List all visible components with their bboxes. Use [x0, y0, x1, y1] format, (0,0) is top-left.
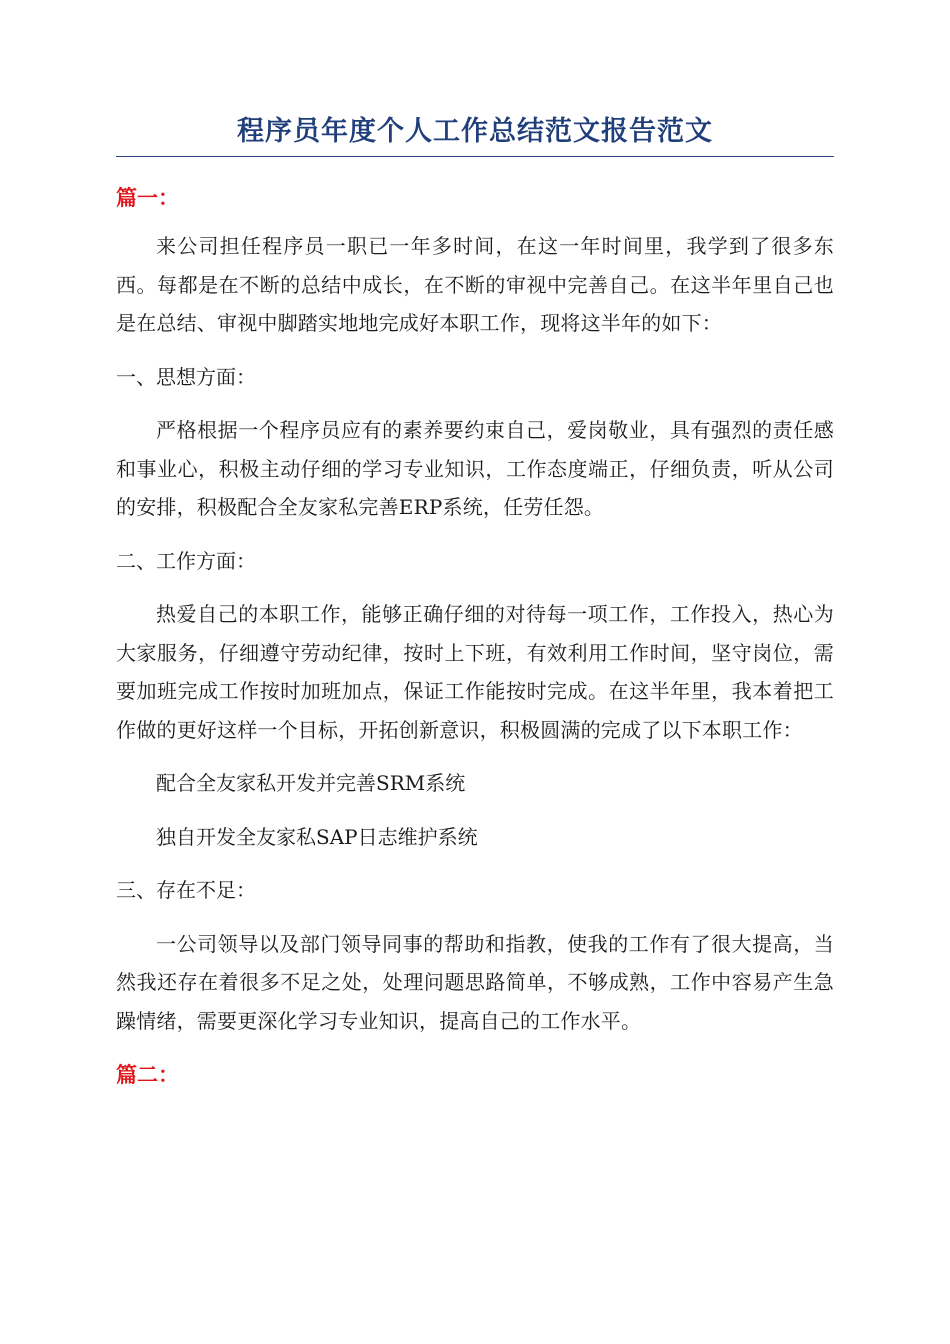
document-page — [116, 112, 834, 1090]
document-title: 程序员年度个人工作总结范文报告范文 — [116, 112, 834, 157]
section-heading-2: 篇二： — [116, 1063, 179, 1087]
thought-paragraph: 严格根据一个程序员应有的素养要约束自己，爱岗敬业，具有强烈的责任感和事业心，积极主动仔细的学习专业知识，工作态度端正，仔细负责，听从公司的安排，积极配合全友家私完善ERP系统，任劳任怨。 — [116, 418, 834, 519]
work-item-1: 配合全友家私开发并完善SRM系统 — [156, 771, 466, 795]
subheading-thought: 一、思想方面： — [116, 364, 256, 389]
work-paragraph: 热爱自己的本职工作，能够正确仔细的对待每一项工作，工作投入，热心为大家服务，仔细遵守劳动纪律，按时上下班，有效利用工作时间，坚守岗位，需要加班完成工作按时加班加点，保证工作能按时完成。在这半年里，我本着把工作做的更好这样一个目标，开拓创新意识，积极圆满的完成了以下本职工作： — [116, 602, 834, 742]
subheading-work: 二、工作方面： — [116, 548, 256, 573]
intro-paragraph: 来公司担任程序员一职已一年多时间，在这一年时间里，我学到了很多东西。每都是在不断的总结中成长，在不断的审视中完善自己。在这半年里自己也是在总结、审视中脚踏实地地完成好本职工作，现将这半年的如下： — [116, 234, 834, 335]
shortcoming-paragraph: 一公司领导以及部门领导同事的帮助和指教，使我的工作有了很大提高，当然我还存在着很多不足之处，处理问题思路简单，不够成熟，工作中容易产生急躁情绪，需要更深化学习专业知识，提高自己的工作水平。 — [116, 931, 834, 1033]
section-heading-1: 篇一： — [116, 186, 179, 210]
work-item-2: 独自开发全友家私SAP日志维护系统 — [156, 824, 478, 849]
subheading-shortcoming: 三、存在不足： — [116, 878, 256, 902]
